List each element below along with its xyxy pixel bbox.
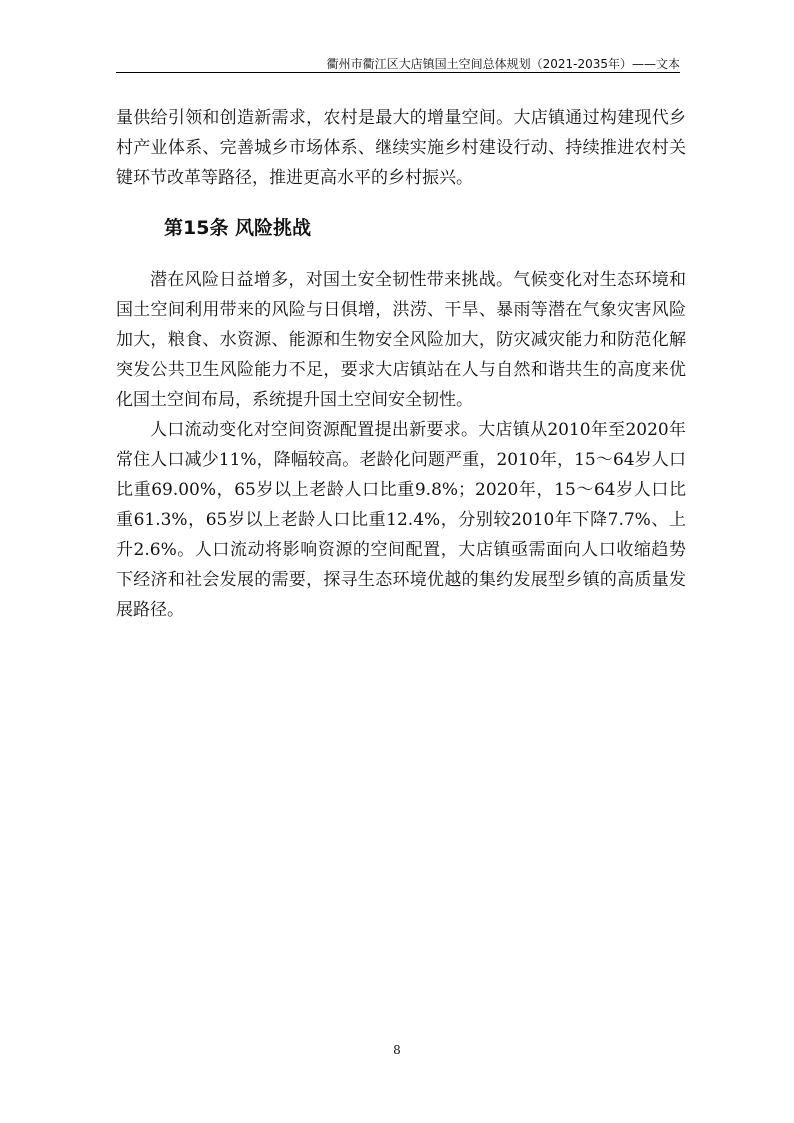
running-header: 衢州市衢江区大店镇国土空间总体规划（2021-2035年）——文本 [326,57,680,71]
paragraph-continued: 量供给引领和创造新需求，农村是最大的增量空间。大店镇通过构建现代乡村产业体系、完善城乡市场体系、继续实施乡村建设行动、持续推进农村关键环节改革等路径，推进更高水平的乡村振兴。 [116,108,686,188]
document-body [116,103,686,625]
paragraph-population: 人口流动变化对空间资源配置提出新要求。大店镇从2010年至2020年常住人口减少11%，降幅较高。老龄化问题严重，2010年，15～64岁人口比重69.00%，65岁以上老龄人口比重9.8%；2020年，15～64岁人口比重61.3%，65岁以上老龄人口比重12.4%，分别较2010年下降7.7%、上升2.6%。人口流动将影响资源的空间配置，大店镇亟需面向人口收缩趋势下经济和社会发展的需要，探寻生态环境优越的集约发展型乡镇的高质量发展路径。 [116,420,686,620]
section-heading: 第15条 风险挑战 [164,217,312,239]
page-number: 8 [393,1043,401,1057]
header-divider [116,72,680,73]
paragraph-risk: 潜在风险日益增多，对国土安全韧性带来挑战。气候变化对生态环境和国土空间利用带来的风险与日俱增，洪涝、干旱、暴雨等潜在气象灾害风险加大，粮食、水资源、能源和生物安全风险加大，防灾减灾能力和防范化解突发公共卫生风险能力不足，要求大店镇站在人与自然和谐共生的高度来优化国土空间布局，系统提升国土空间安全韧性。 [116,270,686,410]
